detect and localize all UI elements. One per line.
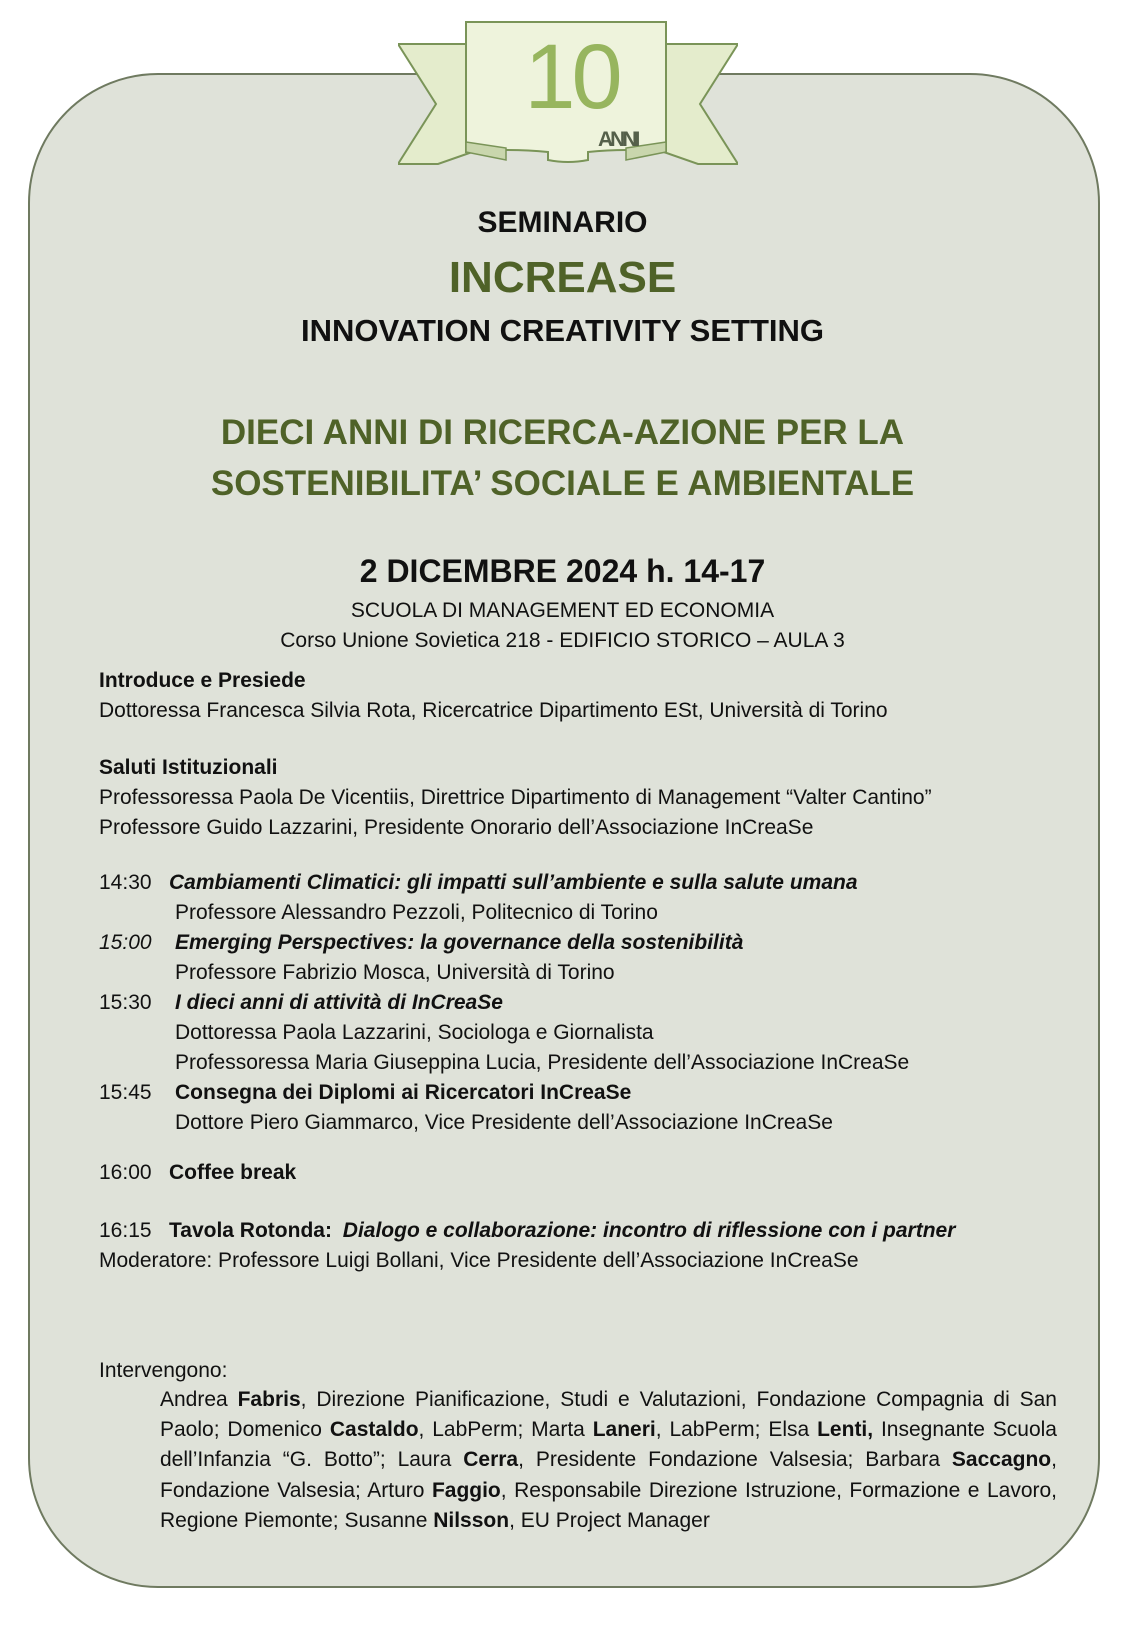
event-school: SCUOLA DI MANAGEMENT ED ECONOMIA	[350, 599, 775, 622]
anniversary-ribbon	[398, 20, 738, 172]
speaker-surname: Laneri	[592, 1418, 656, 1442]
speakers-heading: Intervengono:	[99, 1359, 228, 1382]
speaker-entry: Arturo Faggio, Responsabile Direzione Istruzione, Formazione e Lavoro, Regione Piemonte;	[160, 1478, 1058, 1532]
program-time: 15:30	[99, 991, 152, 1014]
speaker-surname: Castaldo	[329, 1418, 419, 1442]
program-title: I dieci anni di attività di InCreaSe	[175, 991, 503, 1014]
theme-line-1: DIECI ANNI DI RICERCA-AZIONE PER LA	[220, 413, 905, 452]
seminar-name: INCREASE	[448, 253, 677, 302]
coffee-time: 16:00	[99, 1161, 152, 1184]
speaker-surname: Faggio	[431, 1478, 501, 1502]
speaker-surname: Nilsson	[433, 1508, 510, 1532]
program-time: 15:00	[99, 931, 152, 954]
speaker-entry: Elsa Lenti, Insegnante Scuola dell’Infanzia “G. Botto”;	[160, 1418, 1057, 1472]
speaker-entry: Barbara Saccagno, Fondazione Valsesia;	[160, 1448, 1057, 1502]
coffee-break	[99, 1158, 296, 1188]
program-speaker: Dottoressa Paola Lazzarini, Sociologa e Giornalista	[175, 1021, 654, 1044]
speakers-list	[160, 1385, 1057, 1536]
program-speaker: Dottore Piero Giammarco, Vice Presidente dell’Associazione InCreaSe	[175, 1111, 833, 1134]
program-title: Cambiamenti Climatici: gli impatti sull’ambiente e sulla salute umana	[169, 871, 858, 894]
intro-person: Dottoressa Francesca Silvia Rota, Ricercatrice Dipartimento ESt, Università di Torino	[99, 699, 888, 722]
seminar-kicker: SEMINARIO	[477, 206, 648, 239]
anniversary-word: ANNI	[598, 128, 638, 151]
anniversary-number: 10	[524, 26, 619, 128]
seminar-subtitle: INNOVATION CREATIVITY SETTING	[300, 313, 824, 348]
roundtable-label: Tavola Rotonda:	[169, 1219, 332, 1242]
program-item	[99, 868, 909, 898]
intro-heading: Introduce e Presiede	[99, 669, 306, 692]
speaker-entry: Susanne Nilsson, EU Project Manager	[344, 1508, 710, 1532]
event-date: 2 DICEMBRE 2024 h. 14-17	[359, 553, 766, 589]
greetings-section	[99, 753, 932, 843]
roundtable-section	[99, 1216, 955, 1276]
program-title: Consegna dei Diplomi ai Ricercatori InCreaSe	[175, 1081, 632, 1104]
theme-line-2: SOSTENIBILITA’ SOCIALE E AMBIENTALE	[210, 464, 915, 503]
greetings-heading: Saluti Istituzionali	[99, 756, 278, 779]
roundtable-time: 16:15	[99, 1219, 152, 1242]
speaker-entry: Andrea Fabris, Direzione Pianificazione, Studi e Valutazioni, Fondazione Compagnia di San Paolo;	[160, 1388, 1057, 1442]
speaker-entry: Laura Cerra, Presidente Fondazione Valsesia;	[397, 1448, 854, 1472]
speaker-surname: Cerra	[463, 1448, 519, 1472]
program-speaker: Professore Alessandro Pezzoli, Politecnico di Torino	[175, 901, 658, 924]
coffee-label: Coffee break	[169, 1161, 297, 1184]
program-time: 15:45	[99, 1081, 152, 1104]
program-time: 14:30	[99, 871, 152, 894]
speaker-surname: Saccagno	[951, 1448, 1052, 1472]
event-address: Corso Unione Sovietica 218 - EDIFICIO STORICO – AULA 3	[280, 629, 845, 652]
program-item	[99, 988, 909, 1018]
greetings-person: Professoressa Paola De Vicentiis, Direttrice Dipartimento di Management “Valter Cantino”	[99, 786, 932, 809]
speaker-entry: Domenico Castaldo, LabPerm;	[227, 1418, 524, 1442]
roundtable-moderator: Moderatore: Professore Luigi Bollani, Vice Presidente dell’Associazione InCreaSe	[99, 1249, 859, 1272]
greetings-person: Professore Guido Lazzarini, Presidente Onorario dell’Associazione InCreaSe	[99, 816, 814, 839]
program-speaker: Professore Fabrizio Mosca, Università di Torino	[175, 961, 615, 984]
program-item	[99, 1078, 909, 1108]
program-section	[99, 868, 909, 1138]
program-title: Emerging Perspectives: la governance della sostenibilità	[175, 931, 744, 954]
speaker-surname: Fabris	[237, 1388, 301, 1411]
program-speaker: Professoressa Maria Giuseppina Lucia, Presidente dell’Associazione InCreaSe	[175, 1051, 910, 1074]
speaker-entry: Marta Laneri, LabPerm;	[531, 1418, 761, 1442]
roundtable-item	[99, 1216, 955, 1246]
roundtable-title: Dialogo e collaborazione: incontro di riflessione con i partner	[342, 1219, 956, 1242]
program-item	[99, 928, 909, 958]
speaker-surname: Lenti,	[817, 1418, 874, 1442]
intro-section	[99, 666, 888, 726]
seminar-theme	[0, 407, 1125, 509]
